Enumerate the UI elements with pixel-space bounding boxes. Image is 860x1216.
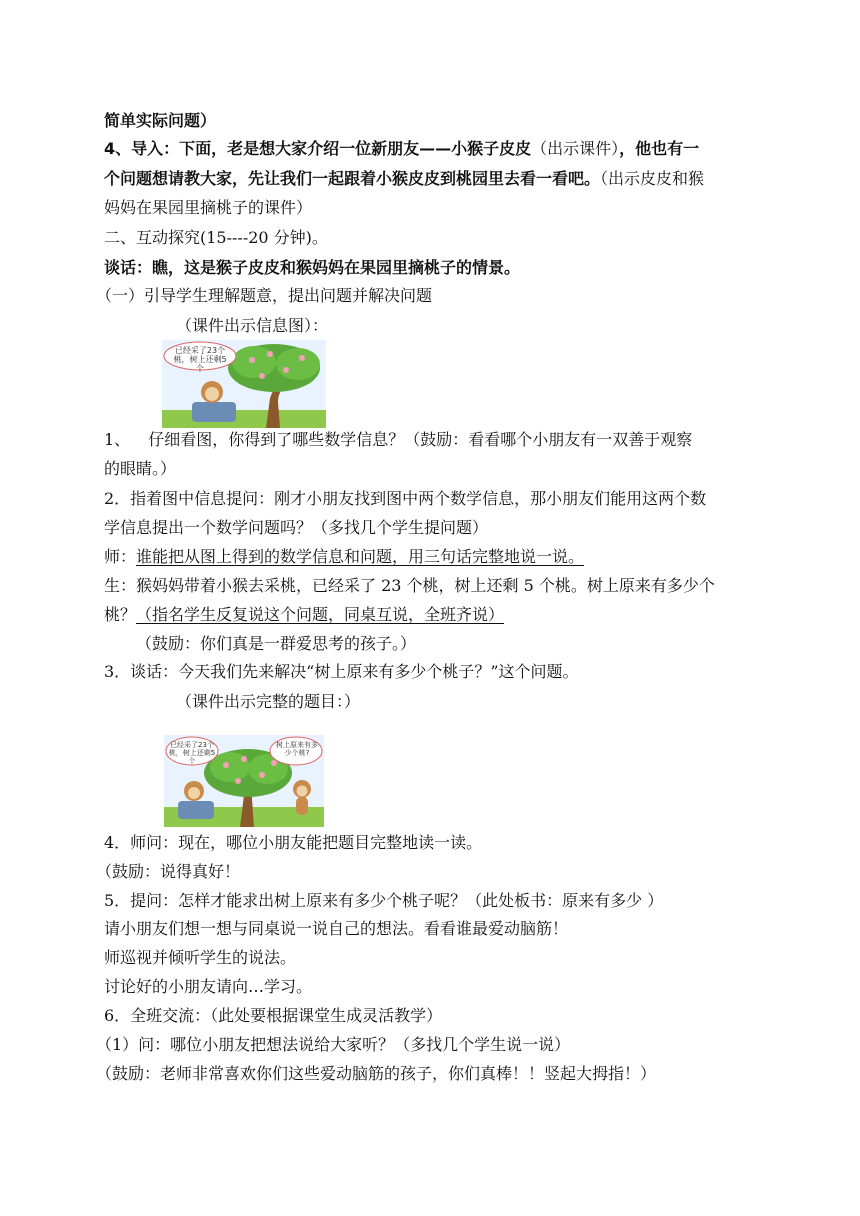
text-span: 1、: [104, 430, 131, 449]
text-line: 简单实际问题）: [104, 111, 217, 130]
text-line: 请小朋友们想一想与同桌说一说自己的想法。看看谁最爱动脑筋！: [104, 919, 569, 938]
text-line: 5．提问：怎样才能求出树上原来有多少个桃子呢？（此处板书：原来有多少 ）: [104, 891, 664, 910]
text-line: [104, 546, 764, 568]
text-line: 谈话：瞧，这是猴子皮皮和猴妈妈在果园里摘桃子的情景。: [104, 258, 521, 277]
text-span: ，他也有一: [619, 139, 700, 158]
text-line: （课件出示完整的题目：）: [176, 692, 361, 711]
text-line: [104, 604, 764, 626]
text-line: [104, 168, 764, 190]
text-span: （出示课件）: [531, 139, 620, 158]
text-line: （鼓励：说得真好！: [96, 862, 241, 881]
text-line: 的眼睛。）: [104, 459, 177, 478]
text-span: 4、导入：下面，老是想大家介绍一位新朋友——小猴子皮皮: [104, 139, 532, 158]
text-line: （1）问：哪位小朋友把想法说给大家听？（多找几个学生说一说）: [96, 1035, 571, 1054]
text-line: 生：猴妈妈带着小猴去采桃，已经采了 23 个桃，树上还剩 5 个桃。树上原来有多少个: [104, 576, 715, 595]
text-line: （课件出示信息图）：: [176, 316, 329, 335]
text-span: 仔细看图，你得到了哪些数学信息？（鼓励：看看哪个小朋友有一双善于观察: [148, 430, 693, 449]
text-line: （鼓励：老师非常喜欢你们这些爱动脑筋的孩子，你们真棒！！竖起大拇指！）: [96, 1064, 657, 1083]
text-line: 3．谈话：今天我们先来解决“树上原来有多少个桃子？”这个问题。: [104, 662, 579, 681]
text-span: 个问题想请教大家，先让我们一起跟着小猴皮皮到桃园里去看一看吧。: [104, 169, 601, 188]
speech-bubble-text: 已经采了23个桃，树上还剩5个: [173, 346, 227, 373]
text-line: 讨论好的小朋友请向…学习。: [104, 977, 313, 996]
text-line: 6．全班交流：（此处要根据课堂生成灵活教学）: [104, 1006, 443, 1025]
courseware-image-1: [162, 340, 326, 428]
speech-bubble-text: 已经采了23个桃，树上还剩5个: [168, 741, 216, 765]
courseware-image-2: [164, 735, 324, 827]
text-line: 妈妈在果园里摘桃子的课件）: [104, 198, 313, 217]
text-line: （鼓励：你们真是一群爱思考的孩子。）: [136, 634, 417, 653]
text-line: 师巡视并倾听学生的说法。: [104, 948, 297, 967]
underlined-text: （指名学生反复说这个问题，同桌互说，全班齐说）: [136, 605, 505, 624]
section-heading: 二、互动探究(15----20 分钟)。: [104, 228, 328, 247]
text-line: [104, 138, 764, 160]
text-line: [104, 429, 764, 451]
underlined-text: 谁能把从图上得到的数学信息和问题，用三句话完整地说一说。: [136, 547, 585, 566]
subsection-heading: （一）引导学生理解题意，提出问题并解决问题: [96, 286, 433, 305]
text-line: 2．指着图中信息提问：刚才小朋友找到图中两个数学信息，那小朋友们能用这两个数: [104, 489, 707, 508]
text-span: 师：: [104, 547, 137, 566]
text-span: （出示皮皮和猴: [600, 169, 705, 188]
speech-bubble-text: 树上原来有多少个桃?: [276, 741, 318, 757]
text-line: 学信息提出一个数学问题吗？（多找几个学生提问题）: [104, 518, 489, 537]
text-span: 桃？: [104, 605, 137, 624]
text-line: 4．师问：现在，哪位小朋友能把题目完整地读一读。: [104, 833, 483, 852]
